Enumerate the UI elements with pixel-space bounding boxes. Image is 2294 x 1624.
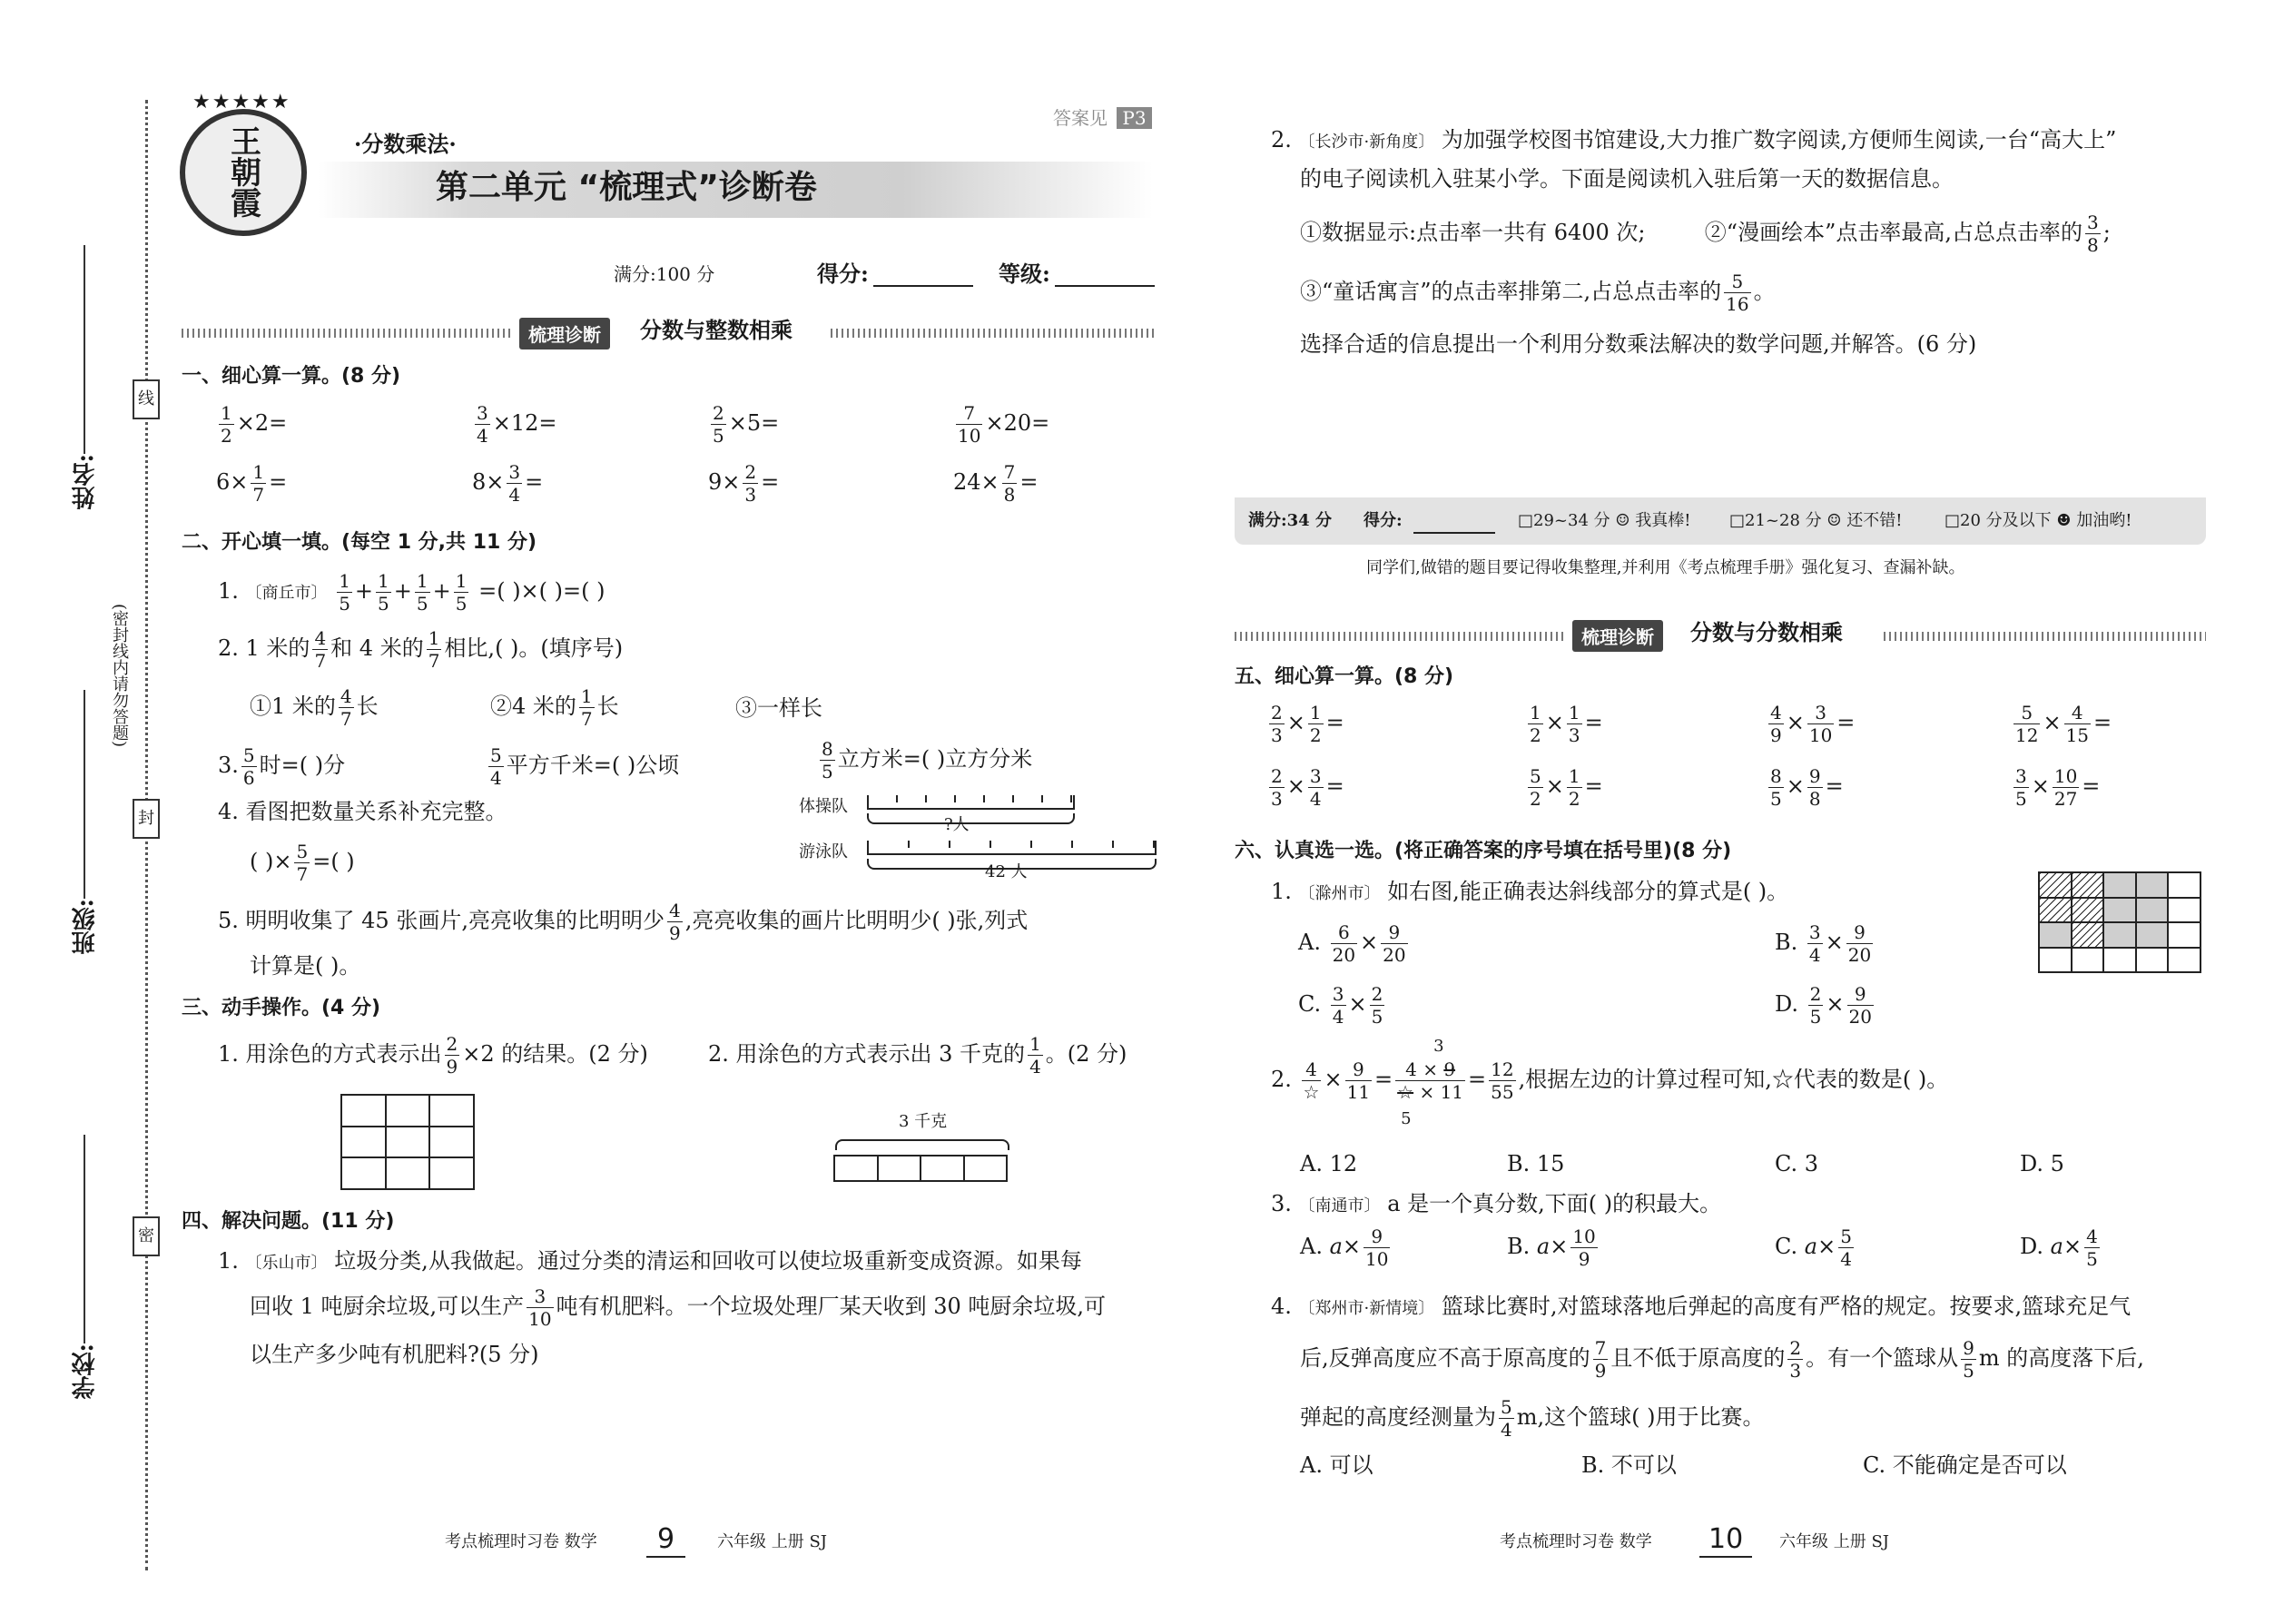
q3-item1-b: ×2 的结果。(2 分)	[462, 1041, 648, 1067]
q2-item3-c[interactable]: 平方千米=( )公顷	[506, 753, 680, 778]
q6-item2-text[interactable]: ,根据左边的计算过程可知,☆代表的数是( )。	[1518, 1067, 1949, 1092]
choice-option[interactable]: A. $\frac{6}{20}$ × $\frac{9}{20}$	[1298, 921, 1406, 966]
footer-right-book: 考点梳理时习卷 数学	[1500, 1532, 1652, 1551]
r-q2-line2: 的电子阅读机入驻某小学。下面是阅读机入驻后第一天的数据信息。	[1300, 166, 1954, 192]
r-q2-line3	[1300, 213, 2111, 254]
stars-icon: ★★★★★	[192, 91, 291, 113]
grid-cell	[2040, 949, 2072, 974]
q4-tag: 〔乐山市〕	[245, 1254, 328, 1273]
frac: $\frac{5}{4}$	[1501, 1396, 1512, 1441]
q2-item2-b: 和 4 米的	[330, 635, 424, 661]
school-label: 学校:	[72, 1343, 99, 1400]
frac: $\frac{3}{4}$	[1332, 983, 1344, 1028]
q3-item2	[708, 1035, 1127, 1076]
diagram-label-swim: 游泳队	[799, 842, 848, 861]
q2-item1-tag: 〔商丘市〕	[245, 584, 328, 603]
grid-cell[interactable]	[342, 1158, 387, 1190]
score-bar-label: 得分:	[1364, 511, 1403, 530]
calc-item[interactable]: $\frac{8}{5}$ × $\frac{9}{8}$ =	[1770, 765, 1844, 810]
hatched-cell	[2072, 899, 2105, 924]
grid-cell	[2104, 923, 2137, 949]
hatched-cell	[2072, 923, 2105, 949]
q4-heading: 四、解决问题。(11 分)	[182, 1210, 395, 1233]
q6-heading: 六、认真选一选。(将正确答案的序号填在括号里)(8 分)	[1235, 840, 1732, 862]
q6-item4-line2	[1300, 1339, 2144, 1380]
q2-item5-b[interactable]: ,亮亮收集的画片比明明少( )张,列式	[684, 908, 1029, 933]
q3-heading: 三、动手操作。(4 分)	[182, 997, 381, 1019]
frac: $\frac{1}{7}$	[580, 685, 593, 730]
grid-cell	[2072, 949, 2105, 974]
q2-item5-line2[interactable]: 计算是( )。	[250, 953, 361, 979]
frac: $\frac{2}{3}$	[1271, 765, 1283, 810]
page-title: 第二单元 “梳理式”诊断卷	[436, 169, 817, 206]
q6-item4-num: 4.	[1271, 1294, 1292, 1319]
q2-item3-b[interactable]: 时=( )分	[259, 753, 346, 778]
q6-item4-line1	[1271, 1294, 2131, 1320]
frac: $\frac{3}{10}$	[528, 1285, 552, 1330]
q6-item4-e: 弹起的高度经测量为	[1300, 1404, 1496, 1430]
choice-option[interactable]: C. $\frac{3}{4}$ × $\frac{2}{5}$	[1298, 983, 1383, 1028]
smiley-big-icon: ☺	[1615, 511, 1630, 530]
frac: $\frac{5}{2}$	[1530, 765, 1541, 810]
cancel-mark-top: 3	[1433, 1037, 1444, 1056]
frac: $\frac{7}{8}$	[1003, 461, 1016, 506]
r-section-divider-left	[1235, 632, 1566, 641]
class-label: 班级:	[72, 899, 99, 955]
q2-item4-formula	[250, 842, 355, 883]
frac: $\frac{1}{3}$	[1568, 702, 1580, 746]
q4-line1	[218, 1248, 1082, 1275]
choice-option[interactable]: C. 不能确定是否可以	[1863, 1452, 2067, 1478]
calc-item[interactable]: $\frac{1}{2}$ ×2=	[221, 402, 288, 447]
q6-item4-b: 且不低于原高度的	[1610, 1345, 1786, 1371]
frac: $\frac{2}{5}$	[1371, 983, 1383, 1028]
hatched-grid-5x4	[2038, 871, 2201, 973]
class-field[interactable]	[84, 690, 85, 899]
answer-ref	[1053, 107, 1152, 129]
diagram-bar-swim	[867, 841, 1157, 855]
calc-item[interactable]: $\frac{2}{3}$ × $\frac{1}{2}$ =	[1271, 702, 1344, 746]
bar-cell[interactable]	[879, 1156, 922, 1182]
choice-option[interactable]: B. 15	[1507, 1151, 1565, 1176]
r-q2-text1: 为加强学校图书馆建设,大力推广数字阅读,方便师生阅读,一台“高大上”	[1441, 127, 2117, 153]
frac: $\frac{5}{6}$	[242, 744, 255, 789]
q2-item5	[218, 901, 1028, 942]
q6-item4-f[interactable]: m,这个篮球( )用于比赛。	[1516, 1404, 1765, 1430]
frac: $\frac{9}{20}$	[1848, 983, 1872, 1028]
q2-item4: 4. 看图把数量关系补充完整。	[218, 799, 507, 824]
q6-item1-tag: 〔滁州市〕	[1298, 884, 1381, 903]
kg-label: 3 千克	[899, 1112, 948, 1131]
score-bar-field[interactable]	[1413, 532, 1495, 534]
binding-mark-mi: 密	[133, 1216, 160, 1256]
q6-item2: 2. $\frac{4}{☆}$ × $\frac{9}{11}$ = 3 4 × 9 ☆ × 11 5 = $\frac{12}{55}$ ,根据左边的计算过程可知,☆代表的数是( )。	[1271, 1037, 1949, 1128]
calc-item[interactable]: $\frac{3}{4}$ ×12=	[477, 402, 557, 447]
hatched-cell	[2072, 873, 2105, 899]
bar-cell[interactable]	[835, 1156, 879, 1182]
score-opt1-text: 我真棒!	[1635, 511, 1691, 530]
grid-cell	[2169, 899, 2201, 924]
r-q2-num: 2.	[1271, 127, 1292, 153]
q6-item3-tag: 〔南通市〕	[1298, 1196, 1381, 1216]
q2-item3-part3	[817, 740, 1032, 781]
q2-item4-fb[interactable]: =( )	[312, 849, 355, 874]
q2-item3-part2	[486, 746, 679, 787]
choice-option[interactable]: B. 不可以	[1581, 1452, 1677, 1478]
diagram-brace-gym	[867, 813, 1075, 824]
grade-field[interactable]	[1055, 285, 1155, 287]
grid-cell	[2169, 923, 2201, 949]
q6-item3-num: 3.	[1271, 1191, 1292, 1216]
name-label: 姓名:	[72, 454, 99, 510]
choice-option[interactable]: C. 3	[1775, 1151, 1819, 1176]
choice-option[interactable]: A. a× $\frac{9}{10}$	[1300, 1225, 1389, 1270]
r-q2-line5: 选择合适的信息提出一个利用分数乘法解决的数学问题,并解答。(6 分)	[1300, 331, 1977, 357]
bar-cell[interactable]	[965, 1156, 1009, 1182]
grid-cell	[2104, 949, 2137, 974]
kg-brace	[835, 1139, 1009, 1150]
q6-item4-line3	[1300, 1398, 1764, 1439]
option-2b: 长	[596, 694, 619, 719]
frac: $\frac{3}{8}$	[2086, 212, 2099, 256]
frac: $\frac{9}{10}$	[1365, 1225, 1389, 1270]
q2-item5-a: 5. 明明收集了 45 张画片,亮亮收集的比明明少	[218, 908, 665, 933]
q6-item4-a: 后,反弹高度应不高于原高度的	[1300, 1345, 1590, 1371]
grid-cell[interactable]	[342, 1096, 387, 1127]
score-label: 得分:	[817, 261, 869, 287]
frac: $\frac{2}{5}$	[713, 402, 724, 447]
option-1: ①1 米的	[250, 694, 336, 719]
grid-cell[interactable]	[430, 1127, 475, 1159]
footer-left-grade: 六年级 上册 SJ	[717, 1532, 827, 1551]
frac: $\frac{10}{27}$	[2053, 765, 2078, 810]
frac: $\frac{3}{4}$	[508, 461, 521, 506]
q2-item1: 1. 〔商丘市〕 $\frac{1}{5}$ + $\frac{1}{5}$ + $\frac{1}{5}$ + $\frac{1}{5}$ =( )×( )=( )	[218, 570, 605, 615]
r-q2-tag: 〔长沙市·新角度〕	[1298, 133, 1435, 152]
q6-item1-num: 1.	[1271, 879, 1292, 904]
calc-item[interactable]: $\frac{5}{2}$ × $\frac{1}{2}$ =	[1530, 765, 1603, 810]
shading-grid-3x3[interactable]	[340, 1094, 475, 1190]
q2-item2-options	[250, 687, 379, 728]
frac: $\frac{4}{7}$	[314, 627, 327, 672]
q6-item2-num: 2.	[1271, 1067, 1292, 1092]
shading-bar-4[interactable]	[833, 1155, 1008, 1182]
footer-left-book: 考点梳理时习卷 数学	[445, 1532, 597, 1551]
choice-option[interactable]: B. $\frac{3}{4}$ × $\frac{9}{20}$	[1775, 921, 1872, 966]
cheer-icon: ☻	[2056, 511, 2072, 530]
score-opt3-range: □20 分及以下	[1944, 511, 2052, 530]
r-q2-line4	[1300, 272, 1776, 313]
frac: $\frac{4}{15}$	[2065, 702, 2090, 746]
q6-item4-tag: 〔郑州市·新情境〕	[1298, 1299, 1435, 1318]
frac: $\frac{1}{5}$	[455, 570, 468, 615]
footer-right-grade: 六年级 上册 SJ	[1779, 1532, 1889, 1551]
r-q2-answer-area[interactable]	[1300, 372, 2199, 481]
q6-item1	[1271, 879, 1788, 905]
choice-option[interactable]: D. a× $\frac{4}{5}$	[2020, 1225, 2098, 1270]
frac: $\frac{2}{3}$	[1789, 1337, 1802, 1382]
frac: $\frac{1}{2}$	[221, 402, 232, 447]
grid-cell	[2137, 873, 2170, 899]
grid-cell	[2040, 923, 2072, 949]
frac-cancel: 3 4 × 9 ☆ × 11 5	[1397, 1037, 1464, 1128]
calc-item[interactable]: $\frac{5}{12}$ × $\frac{4}{15}$ =	[2015, 702, 2112, 746]
section-divider-right	[831, 329, 1157, 338]
choice-option[interactable]: D. $\frac{2}{5}$ × $\frac{9}{20}$	[1775, 983, 1872, 1028]
diagram-bar-gym	[867, 795, 1075, 810]
q3-item2-b: 。(2 分)	[1045, 1041, 1127, 1067]
option-2: ②4 米的	[490, 694, 576, 719]
binding-mark-xian: 线	[133, 379, 160, 419]
section-tag: 梳理诊断	[519, 318, 610, 349]
frac: $\frac{5}{12}$	[2015, 702, 2039, 746]
grid-cell	[2104, 873, 2137, 899]
q2-heading: 二、开心填一填。(每空 1 分,共 11 分)	[182, 531, 537, 554]
option-1b: 长	[356, 694, 379, 719]
footer-right-page: 10	[1699, 1523, 1752, 1558]
r-q2-info2: ②“漫画绘本”点击率最高,占总点击率的	[1704, 220, 2082, 245]
r-q2-info1: ①数据显示:点击率一共有 6400 次;	[1300, 220, 1646, 245]
seal-notice: (密封线内请勿答题)	[110, 604, 129, 748]
grid-cell	[2104, 899, 2137, 924]
frac: $\frac{2}{3}$	[1271, 702, 1283, 746]
calc-item[interactable]: 6× $\frac{1}{7}$ =	[216, 461, 288, 506]
frac: $\frac{3}{4}$	[477, 402, 488, 447]
grid-cell[interactable]	[387, 1127, 431, 1159]
calc-item[interactable]: 8× $\frac{3}{4}$ =	[472, 461, 544, 506]
answer-ref-text: 答案见	[1053, 107, 1108, 129]
grid-cell	[2137, 899, 2170, 924]
score-opt3[interactable]	[1944, 511, 2132, 531]
q6-item1-text[interactable]: 如右图,能正确表达斜线部分的算式是( )。	[1387, 879, 1789, 904]
grid-cell[interactable]	[430, 1096, 475, 1127]
frac: $\frac{4}{9}$	[1770, 702, 1782, 746]
q2-item2-c[interactable]: 相比,( )。(填序号)	[444, 635, 624, 661]
q2-item1-blank[interactable]: =( )×( )=( )	[478, 578, 605, 604]
diagram-label-gym: 体操队	[799, 797, 848, 816]
frac: $\frac{3}{10}$	[1808, 702, 1833, 746]
frac: $\frac{9}{20}$	[1383, 921, 1406, 966]
r-q2-line1	[1271, 127, 2116, 153]
q6-item4-text1: 篮球比赛时,对篮球落地后弹起的高度有严格的规定。按要求,篮球充足气	[1441, 1294, 2132, 1319]
series-tag: ·分数乘法·	[354, 131, 457, 157]
brand-logo	[180, 91, 307, 236]
q2-item3-d[interactable]: 立方米=( )立方分米	[837, 746, 1033, 772]
q3-item2-a: 2. 用涂色的方式表示出 3 千克的	[708, 1041, 1026, 1067]
choice-option[interactable]: D. 5	[2020, 1151, 2064, 1176]
frac: $\frac{3}{4}$	[1808, 921, 1821, 966]
q1-heading: 一、细心算一算。(8 分)	[182, 365, 401, 388]
frac: $\frac{9}{5}$	[1963, 1337, 1974, 1382]
grid-cell	[2169, 949, 2201, 974]
calc-item[interactable]: $\frac{2}{3}$ × $\frac{3}{4}$ =	[1271, 765, 1344, 810]
q2-item2-option3: ③一样长	[735, 695, 822, 721]
frac: $\frac{1}{2}$	[1309, 702, 1322, 746]
frac: $\frac{2}{9}$	[446, 1033, 458, 1078]
frac: $\frac{1}{2}$	[1568, 765, 1580, 810]
frac: $\frac{4}{☆}$	[1303, 1058, 1320, 1103]
cancel-mark-bottom: 5	[1401, 1109, 1412, 1128]
full-score: 满分:100 分	[614, 263, 715, 285]
frac: $\frac{4}{9}$	[668, 900, 681, 944]
q6-item4-d: m 的高度落下后,	[1978, 1345, 2144, 1371]
q4-line3: 以生产多少吨有机肥料?(5 分)	[250, 1342, 539, 1367]
score-opt2[interactable]	[1729, 511, 1902, 531]
grid-cell[interactable]	[387, 1096, 431, 1127]
diagram-total: 42 人	[985, 862, 1028, 881]
r-q2-info3-end: 。	[1753, 279, 1776, 304]
q6-item3-text[interactable]: a 是一个真分数,下面( )的积最大。	[1387, 1191, 1722, 1216]
frac: $\frac{8}{5}$	[1770, 765, 1782, 810]
frac: $\frac{7}{10}$	[958, 402, 981, 447]
score-note: 同学们,做错的题目要记得收集整理,并利用《考点梳理手册》强化复习、查漏补缺。	[1366, 558, 1965, 577]
frac: $\frac{4}{5}$	[2086, 1225, 2098, 1270]
frac: $\frac{5}{7}$	[296, 841, 309, 885]
section-title: 分数与整数相乘	[640, 318, 793, 343]
frac: $\frac{2}{3}$	[744, 461, 757, 506]
score-opt2-range: □21~28 分	[1729, 511, 1822, 530]
frac: $\frac{8}{5}$	[822, 738, 833, 782]
frac: $\frac{1}{5}$	[339, 570, 350, 615]
r-q2-info3: ③“童话寓言”的点击率排第二,占总点击率的	[1300, 279, 1722, 304]
binding-mark-feng: 封	[133, 799, 160, 839]
grid-cell	[2169, 873, 2201, 899]
frac: $\frac{3}{4}$	[1309, 765, 1322, 810]
smiley-icon: ☺	[1826, 511, 1842, 530]
frac: $\frac{1}{4}$	[1029, 1033, 1041, 1078]
name-field[interactable]	[84, 245, 85, 454]
choice-option[interactable]: A. 12	[1300, 1151, 1358, 1176]
q2-item1-num: 1.	[218, 578, 239, 604]
q3-item1-a: 1. 用涂色的方式表示出	[218, 1041, 442, 1067]
diagram-question: ?人	[944, 815, 970, 834]
score-opt1-range: □29~34 分	[1518, 511, 1610, 530]
choice-option[interactable]: A. 可以	[1300, 1452, 1373, 1478]
bar-cell[interactable]	[921, 1156, 965, 1182]
r-section-title: 分数与分数相乘	[1690, 620, 1843, 645]
q2-item2-option2	[490, 687, 619, 728]
q4-line2	[250, 1287, 1106, 1328]
score-opt3-text: 加油哟!	[2076, 511, 2132, 530]
choice-option[interactable]: C. a× $\frac{5}{4}$	[1775, 1225, 1852, 1270]
frac: $\frac{3}{5}$	[2015, 765, 2027, 810]
section-divider-left	[182, 329, 513, 338]
q4-text2a: 回收 1 吨厨余垃圾,可以生产	[250, 1294, 525, 1319]
q4-text2b: 吨有机肥料。一个垃圾处理厂某天收到 30 吨厨余垃圾,可	[556, 1294, 1107, 1319]
q4-num: 1.	[218, 1248, 239, 1274]
frac: $\frac{1}{7}$	[428, 627, 440, 672]
grid-cell[interactable]	[387, 1158, 431, 1190]
frac: $\frac{10}{9}$	[1572, 1225, 1596, 1270]
grid-cell[interactable]	[430, 1158, 475, 1190]
choice-option[interactable]: B. a× $\frac{10}{9}$	[1507, 1225, 1596, 1270]
frac: $\frac{9}{8}$	[1808, 765, 1821, 810]
grid-cell	[2137, 949, 2170, 974]
score-opt1[interactable]	[1518, 511, 1690, 531]
frac: $\frac{7}{9}$	[1594, 1337, 1607, 1382]
frac: $\frac{12}{55}$	[1491, 1058, 1514, 1103]
frac: $\frac{1}{5}$	[416, 570, 428, 615]
frac: $\frac{5}{4}$	[1840, 1225, 1852, 1270]
q2-item3	[218, 746, 345, 787]
r-section-tag: 梳理诊断	[1572, 620, 1663, 652]
hatched-cell	[2040, 899, 2072, 924]
q6-item4-c: 。有一个篮球从	[1806, 1345, 1959, 1371]
calc-item[interactable]: 24× $\frac{7}{8}$ =	[953, 461, 1039, 506]
q3-item1	[218, 1035, 648, 1076]
brand-name: 王朝霞	[224, 125, 261, 218]
r-section-divider-right	[1884, 632, 2206, 641]
frac: $\frac{2}{5}$	[1809, 983, 1822, 1028]
frac: $\frac{6}{20}$	[1332, 921, 1356, 966]
frac: $\frac{4}{7}$	[340, 685, 352, 730]
q2-item3-num: 3.	[218, 753, 239, 778]
q2-item4-fa[interactable]: ( )×	[250, 849, 292, 874]
calc-item[interactable]: 9× $\frac{2}{3}$ =	[708, 461, 780, 506]
frac: $\frac{5}{16}$	[1726, 271, 1749, 315]
frac: $\frac{9}{20}$	[1847, 921, 1872, 966]
grid-cell	[2137, 923, 2170, 949]
score-opt2-text: 还不错!	[1846, 511, 1903, 530]
grade-label: 等级:	[999, 261, 1050, 287]
footer-left-page: 9	[646, 1523, 685, 1558]
q6-item3	[1271, 1191, 1721, 1217]
hatched-cell	[2040, 873, 2072, 899]
calc-item[interactable]: $\frac{4}{9}$ × $\frac{3}{10}$ =	[1770, 702, 1856, 746]
r-q2-info2-end: ;	[2102, 220, 2111, 245]
answer-ref-page: P3	[1117, 107, 1151, 129]
calc-item[interactable]: $\frac{2}{5}$ ×5=	[713, 402, 780, 447]
q5-heading: 五、细心算一算。(8 分)	[1235, 665, 1454, 688]
q4-text1: 垃圾分类,从我做起。通过分类的清运和回收可以使垃圾重新变成资源。如果每	[334, 1248, 1082, 1274]
frac: $\frac{1}{7}$	[252, 461, 265, 506]
school-field[interactable]	[84, 1135, 85, 1343]
calc-item[interactable]: $\frac{1}{2}$ × $\frac{1}{3}$ =	[1530, 702, 1603, 746]
q4-answer-area[interactable]	[250, 1380, 1148, 1516]
calc-item[interactable]: $\frac{3}{5}$ × $\frac{10}{27}$ =	[2015, 765, 2101, 810]
score-field[interactable]	[873, 285, 973, 287]
q2-item2	[218, 629, 623, 670]
frac: $\frac{9}{11}$	[1346, 1058, 1371, 1103]
grid-cell[interactable]	[342, 1127, 387, 1159]
frac: $\frac{5}{4}$	[490, 744, 502, 789]
frac: $\frac{1}{5}$	[378, 570, 389, 615]
frac: $\frac{1}{2}$	[1530, 702, 1541, 746]
score-bar-full: 满分:34 分	[1248, 511, 1332, 530]
q2-item2-a: 2. 1 米的	[218, 635, 310, 661]
calc-item[interactable]: $\frac{7}{10}$ ×20=	[958, 402, 1050, 447]
